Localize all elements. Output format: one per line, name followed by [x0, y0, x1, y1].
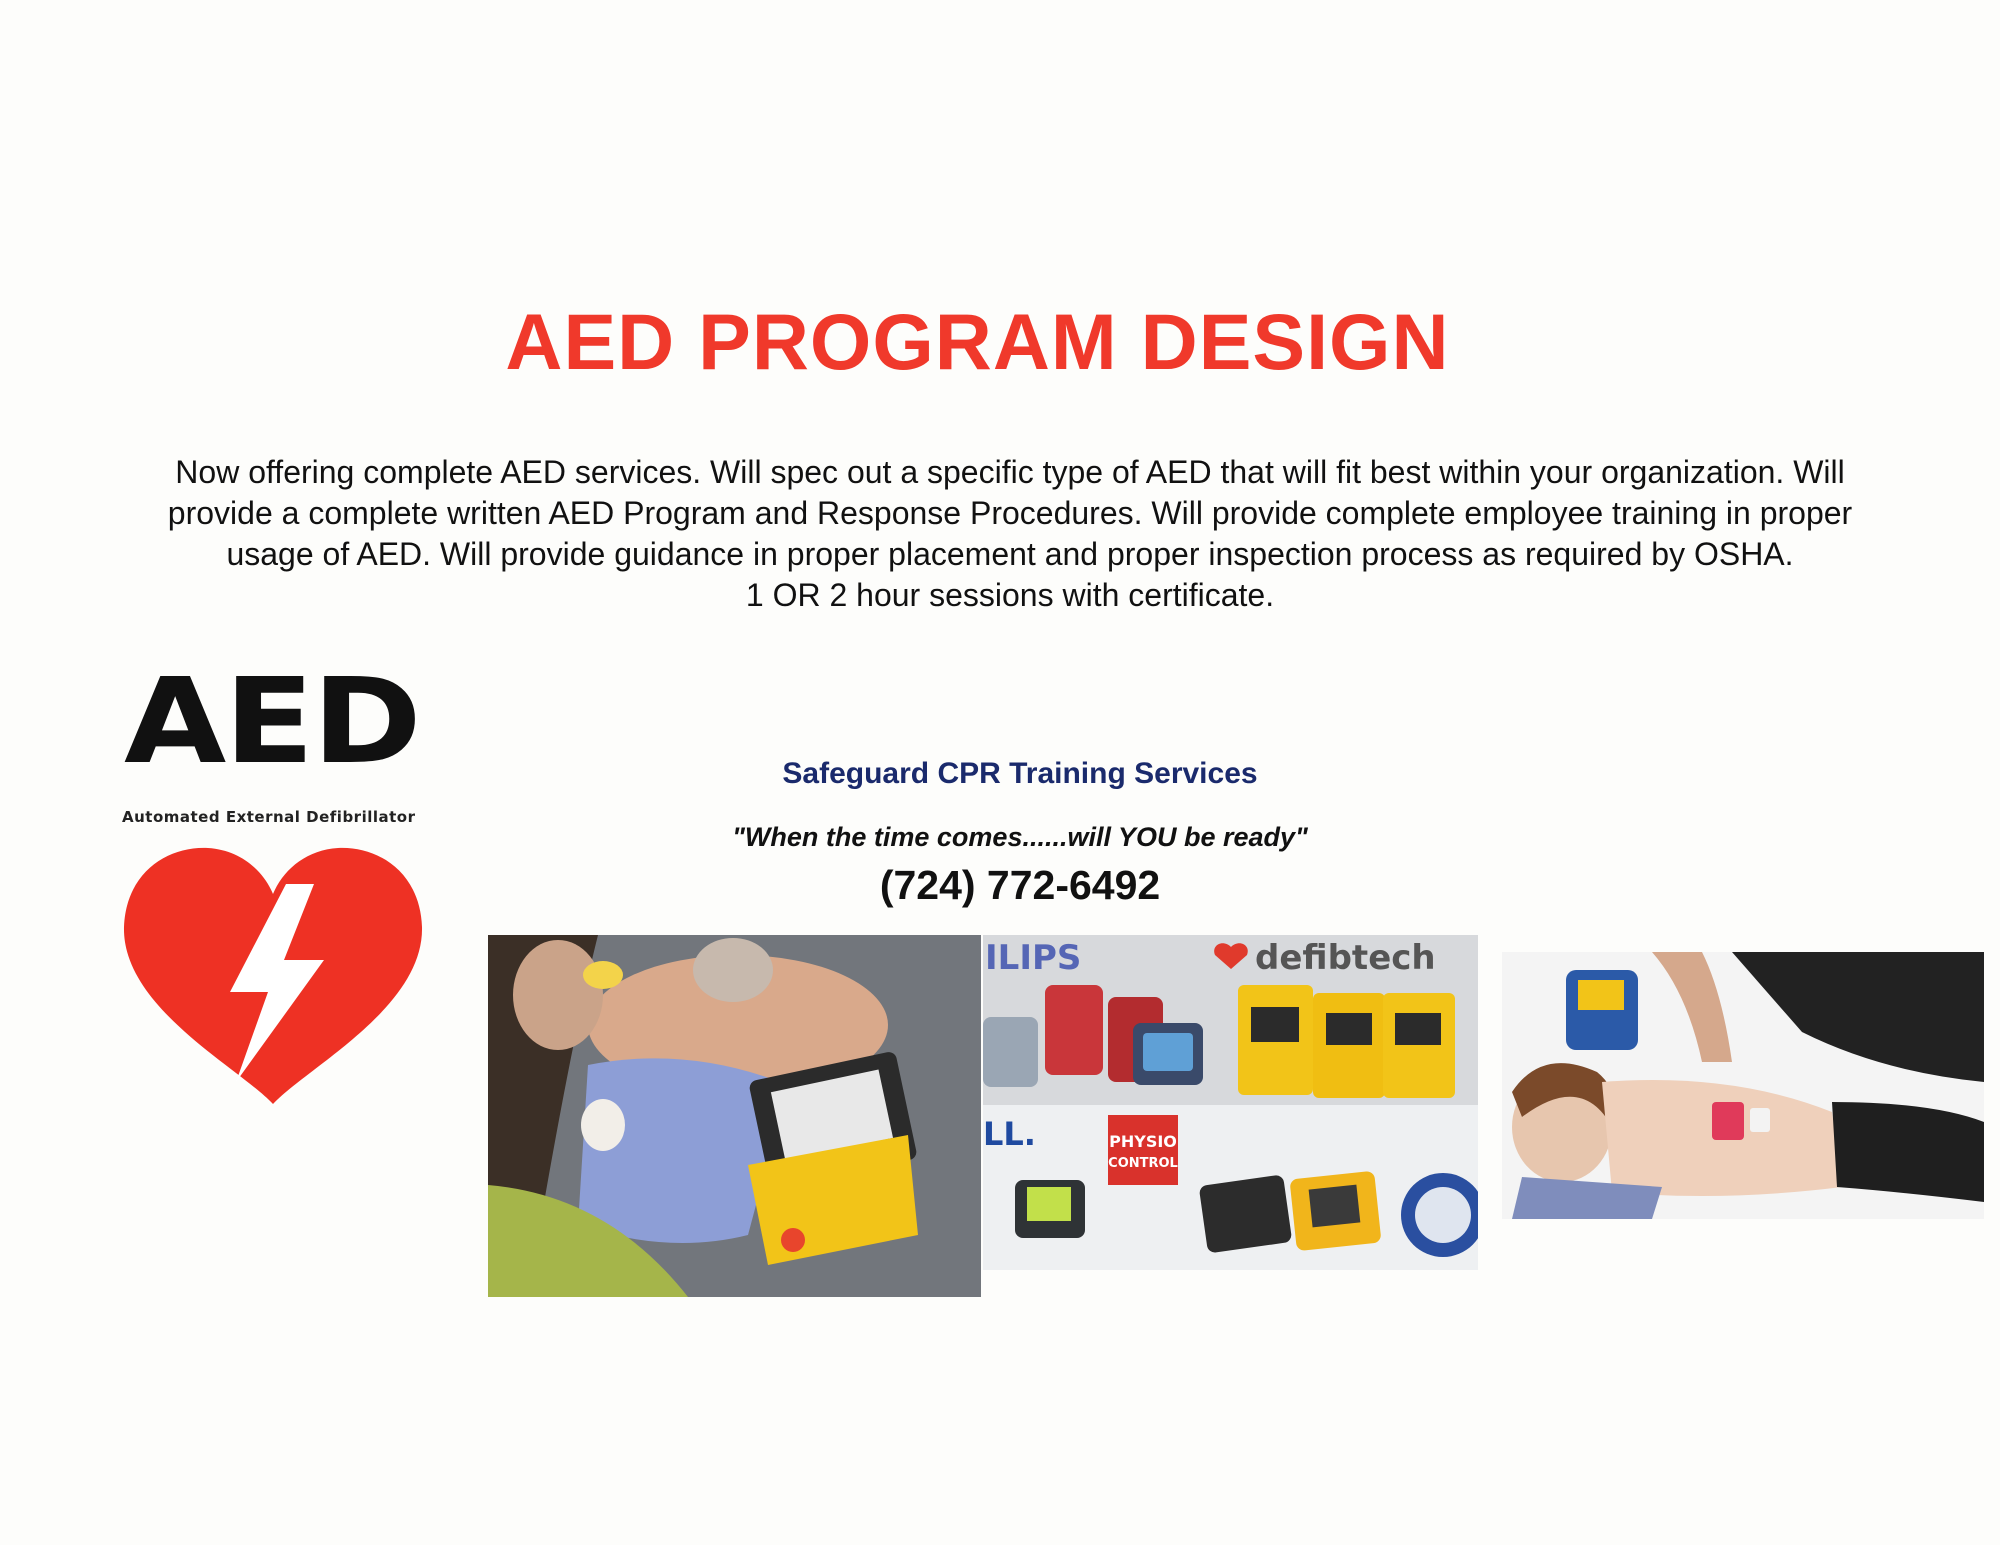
brand-zoll: LL.: [983, 1115, 1036, 1153]
company-tagline: "When the time comes......will YOU be ready": [732, 822, 1308, 852]
heart-lightning-icon: [118, 842, 428, 1112]
aed-logo: [118, 652, 428, 1112]
brand-defibtech: defibtech: [1255, 938, 1436, 978]
photo-aed-devices: [983, 935, 1478, 1270]
company-name: Safeguard CPR Training Services: [782, 757, 1258, 790]
intro-line: provide a complete written AED Program and Response Procedures. Will provide complete employee training in proper: [167, 495, 1853, 531]
intro-line: 1 OR 2 hour sessions with certificate.: [745, 577, 1275, 613]
logo-subtitle: Automated External Defibrillator: [122, 808, 416, 826]
intro-paragraph: [70, 452, 1950, 616]
brand-philips: ILIPS: [985, 938, 1082, 978]
logo-word: AED: [124, 652, 420, 790]
phone-number: (724) 772-6492: [879, 862, 1161, 908]
brand-physio-line2: CONTROL: [1108, 1156, 1178, 1171]
intro-line: Now offering complete AED services. Will spec out a specific type of AED that will fit best within your organization. Will: [175, 454, 1845, 490]
photo-adult-aed-rescue: [488, 935, 981, 1297]
intro-line: usage of AED. Will provide guidance in proper placement and proper inspection process as required by OSHA.: [226, 536, 1794, 572]
brand-physio-line1: PHYSIO: [1109, 1132, 1177, 1151]
page-title: AED PROGRAM DESIGN: [505, 297, 1450, 386]
photo-child-aed: [1502, 952, 1984, 1219]
